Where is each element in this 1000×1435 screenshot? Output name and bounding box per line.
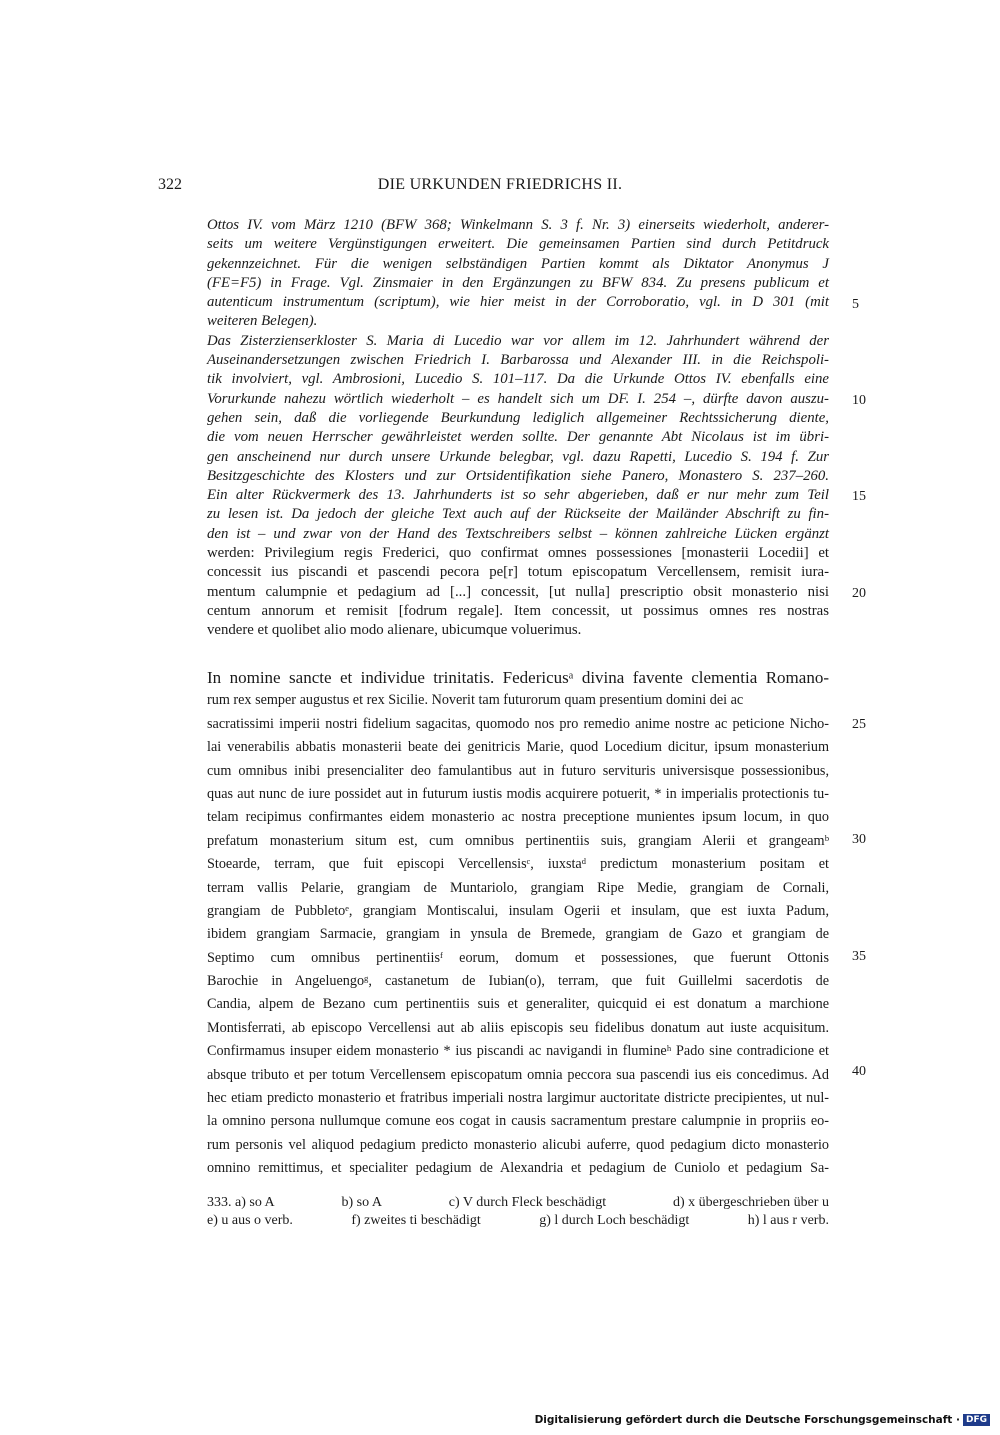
charter-line: Septimo cum omnibus pertinentiisᶠ eorum, domum et possessiones, que fuerunt Ottonis <box>207 949 829 966</box>
commentary-line: Ottos IV. vom März 1210 (BFW 368; Winkelmann S. 3 f. Nr. 3) einerseits wiederholt, anderer- <box>207 217 829 233</box>
footnote: f) zweites ti beschädigt <box>351 1213 481 1228</box>
charter-line: Candia, alpem de Bezano cum pertinentiis suis et generaliter, quicquid ei est donatum a marchione <box>207 996 829 1013</box>
charter-line: telam recipimus confirmantes eidem monasterio ac nostra preceptione munientes ipsum locum, in quo <box>207 809 829 826</box>
footnote: d) x übergeschrieben über u <box>672 1195 829 1210</box>
line-number: 15 <box>852 489 866 504</box>
charter-line: grangiam de Pubbletoᵉ, grangiam Montiscalui, insulam Ogerii et insulam, que est iuxta Padum, <box>207 902 829 919</box>
commentary-line: Vorurkunde nahezu wörtlich wiederholt – es handelt sich um DF. I. 254 –, dürfte davon auszu- <box>207 390 829 407</box>
footnote-row <box>207 1194 829 1212</box>
funding-notice <box>535 1414 990 1426</box>
funding-text: Digitalisierung gefördert durch die Deutsche Forschungsgemeinschaft · <box>534 1414 960 1426</box>
footnote-row <box>207 1212 829 1230</box>
charter-line: Montisferrati, ab episcopo Vercellensi aut ab aliis episcopis seu fidelibus donatum aut iuste acquisitum. <box>207 1019 829 1036</box>
footnote: g) l durch Loch beschädigt <box>539 1213 690 1228</box>
commentary-line: die vom neuen Herrscher gewährleistet werden sollte. Der genannte Abt Nicolaus ist im übri- <box>207 429 829 446</box>
running-title: DIE URKUNDEN FRIEDRICHS II. <box>377 176 623 193</box>
commentary-block <box>207 216 829 641</box>
line-number: 10 <box>852 393 866 408</box>
commentary-line: mentum calumpnie et pedagium ad [...] concessit, [ut nulla] prescriptio obsit monasterio nisi <box>207 583 829 600</box>
charter-line: la omnino persona nullumque comune eos cogat in causis sacramentum prestare calumpnie in propriis eo- <box>207 1113 829 1130</box>
commentary-line: (FE=F5) in Frage. Vgl. Zinsmaier in den Ergänzungen zu BFW 834. Zu presens publicum et <box>207 274 829 291</box>
commentary-line: gehen sein, daß die vorliegende Beurkundung lediglich allgemeiner Rechtssicherung diente, <box>207 409 829 426</box>
charter-line: cum omnibus inibi presencialiter deo famulantibus aut in futuro servituris universisque possessionibus, <box>207 762 829 779</box>
commentary-line: gen anscheinend nur durch unsere Urkunde belegbar, vgl. dazu Rapetti, Lucedio S. 194 f. Zur <box>207 448 829 465</box>
footnote: h) l aus r verb. <box>747 1213 829 1228</box>
charter-line: In nomine sancte et individue trinitatis. Federicusᵃ divina favente clementia Romano- <box>207 668 829 687</box>
dfg-logo: DFG <box>963 1414 990 1426</box>
charter-line: quas aut nunc de iure possidet aut in futurum iustis modis acquirere potuerit, * in imperialis protectionis tu- <box>207 785 829 802</box>
charter-line: ibidem grangiam Sarmacie, grangiam in ynsula de Bremede, grangiam de Gazo et grangiam de <box>207 926 829 943</box>
line-number: 25 <box>852 717 866 732</box>
charter-line: rum rex semper augustus et rex Sicilie. Noverit tam futurorum quam presentium domini dei ac <box>207 692 744 709</box>
commentary-line: centum annorum et remisit [fodrum regale]. Item concessit, ut possimus omnes res nostras <box>207 602 829 619</box>
footnote: e) u aus o verb. <box>207 1213 293 1228</box>
charter-line: hec etiam predicto monasterio et fratribus imperiali nostra largimur auctoritate districte precipientes, ut nul- <box>207 1090 829 1107</box>
commentary-line: autenticum instrumentum (scriptum), wie hier meist in der Corroboratio, vgl. in D 301 (mit <box>207 294 829 311</box>
line-number: 40 <box>852 1064 866 1079</box>
line-number: 5 <box>852 297 859 312</box>
charter-line: rum personis vel aliquod pedagium predicto monasterio alicubi auferre, quod pedagium dicto monasterio <box>207 1136 829 1153</box>
charter-line: Barochie in Angeluengoᵍ, castanetum de Iubian(o), terram, que fuit Guillelmi sacerdotis de <box>207 973 829 990</box>
commentary-line: werden: Privilegium regis Frederici, quo confirmat omnes possessiones [monasterii Locedii] et <box>207 545 829 562</box>
footnote: c) V durch Fleck beschädigt <box>448 1195 607 1210</box>
charter-text <box>207 666 829 1181</box>
commentary-line: seits um weitere Vergünstigungen erweitert. Die gemeinsamen Partien sind durch Petitdruck <box>207 236 829 253</box>
commentary-line: Auseinandersetzungen zwischen Friedrich I. Barbarossa und Alexander III. in die Reichspoli- <box>207 352 829 369</box>
footnote: b) so A <box>341 1195 382 1210</box>
line-number: 30 <box>852 832 866 847</box>
charter-line: omnino remittimus, et specialiter pedagium de Alexandria et pedagium de Cuniolo et pedagium Sa- <box>207 1160 829 1177</box>
charter-line: Stoearde, terram, que fuit episcopi Vercellensisᶜ, iuxstaᵈ predictum monasterium positam et <box>207 856 829 873</box>
charter-line: sacratissimi imperii nostri fidelium sagacitas, quomodo nos pro remedio anime nostre ac peticione Nicho- <box>207 715 829 732</box>
charter-line: Confirmamus insuper eidem monasterio * ius piscandi ac navigandi in flumineʰ Pado sine contradicione et <box>207 1043 829 1060</box>
commentary-line: gekennzeichnet. Für die wenigen selbständigen Partien kommt als Diktator Anonymus J <box>207 255 829 272</box>
page-number: 322 <box>158 176 182 193</box>
charter-line: lai venerabilis abbatis monasterii beate dei genitricis Marie, quod Locedium dicitur, ipsum monasterium <box>207 739 829 756</box>
commentary-line: Das Zisterzienserkloster S. Maria di Lucedio war vor allem im 12. Jahrhundert während der <box>207 332 829 349</box>
footnote: 333. a) so A <box>207 1195 275 1210</box>
charter-line: absque tributo et per totum Vercellensem episcopatum omnia peccora sua pascendi ius eis concedimus. Ad <box>207 1066 829 1083</box>
commentary-line: Besitzgeschichte des Klosters und zur Ortsidentifikation siehe Panero, Monastero S. 237–260. <box>207 467 829 484</box>
charter-line: terram vallis Pelarie, grangiam de Muntariolo, grangiam Ripe Medie, grangiam de Cornali, <box>207 879 829 896</box>
commentary-line: weiteren Belegen). <box>207 313 318 330</box>
footnotes <box>207 1194 829 1230</box>
commentary-line: tik involviert, vgl. Ambrosioni, Lucedio S. 101–117. Da die Urkunde Ottos IV. ebenfalls eine <box>207 371 829 388</box>
commentary-line: zu lesen ist. Da jedoch der gleiche Text auch auf der Rückseite der Mailänder Abschrift zu fin- <box>207 506 829 523</box>
commentary-line: Ein alter Rückvermerk des 13. Jahrhunderts ist so sehr abgerieben, daß er nur mehr zum Teil <box>207 487 829 504</box>
commentary-line: vendere et quolibet alio modo alienare, ubicumque voluerimus. <box>207 622 582 639</box>
commentary-line: den ist – und zwar von der Hand des Textschreibers selbst – können zahlreiche Lücken ergänzt <box>207 525 829 542</box>
commentary-line: concessit ius piscandi et pascendi pecora pe[r] totum episcopatum Vercellensem, remisit iura- <box>207 564 829 581</box>
line-number: 20 <box>852 586 866 601</box>
line-number: 35 <box>852 949 866 964</box>
charter-line: prefatum monasterium situm est, cum omnibus pertinentiis suis, grangiam Alerii et grangeamᵇ <box>207 832 829 849</box>
